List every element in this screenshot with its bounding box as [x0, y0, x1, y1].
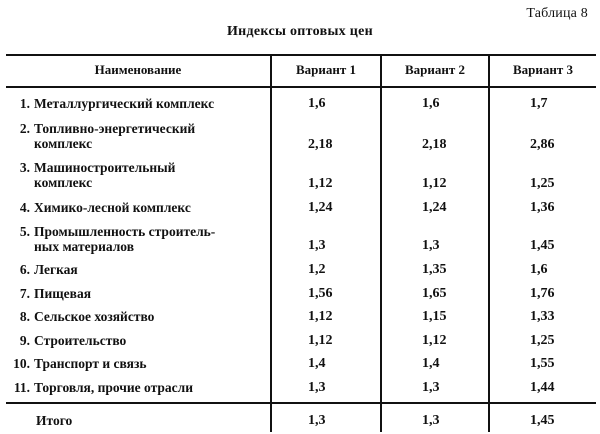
- row-label: Металлургический комплекс: [34, 96, 215, 111]
- total-value-variant-1: 1,3: [308, 413, 326, 428]
- row-number: 8.: [19, 309, 30, 324]
- row-value-variant-2: 1,24: [422, 200, 447, 215]
- row-label: Транспорт и связь: [34, 356, 147, 371]
- row-value-variant-2: 1,35: [422, 262, 447, 277]
- row-value-variant-2: 1,65: [422, 286, 447, 301]
- row-value-variant-3: 1,25: [530, 176, 555, 191]
- row-value-variant-2: 2,18: [422, 137, 447, 152]
- row-label: Пищевая: [34, 286, 92, 301]
- row-value-variant-3: 1,25: [530, 333, 555, 348]
- row-label-continued: комплекс: [34, 136, 93, 151]
- total-label: Итого: [36, 413, 73, 428]
- row-value-variant-2: 1,4: [422, 356, 440, 371]
- header-name: Наименование: [94, 62, 182, 77]
- row-value-variant-3: 1,44: [530, 380, 555, 395]
- header-variant-3: Вариант 3: [512, 62, 574, 77]
- row-value-variant-2: 1,12: [422, 333, 447, 348]
- row-name: [12, 96, 264, 111]
- row-value-variant-3: 2,86: [530, 137, 555, 152]
- row-number: 5.: [19, 224, 30, 239]
- row-value-variant-1: 1,3: [308, 380, 326, 395]
- row-name: [12, 286, 264, 301]
- row-name: [12, 356, 264, 371]
- row-value-variant-3: 1,6: [530, 262, 548, 277]
- row-name: [12, 333, 264, 348]
- row-value-variant-2: 1,3: [422, 380, 440, 395]
- row-name: [12, 224, 264, 254]
- total-value-variant-2: 1,3: [422, 413, 440, 428]
- row-value-variant-2: 1,12: [422, 176, 447, 191]
- row-value-variant-1: 1,3: [308, 238, 326, 253]
- row-label: Машиностроительный: [34, 160, 176, 175]
- row-label: Сельское хозяйство: [34, 309, 155, 324]
- row-value-variant-1: 1,12: [308, 333, 333, 348]
- row-number: 1.: [19, 96, 30, 111]
- row-value-variant-3: 1,55: [530, 356, 555, 371]
- row-label: Химико-лесной комплекс: [34, 200, 191, 215]
- row-label-continued: комплекс: [34, 175, 93, 190]
- row-value-variant-1: 1,12: [308, 309, 333, 324]
- total-value-variant-3: 1,45: [530, 413, 555, 428]
- row-label: Промышленность строитель-: [34, 224, 216, 239]
- row-number: 3.: [19, 160, 30, 175]
- row-label: Легкая: [34, 262, 78, 277]
- row-value-variant-1: 1,4: [308, 356, 326, 371]
- total-separator-rule: [6, 402, 596, 404]
- row-value-variant-1: 1,24: [308, 200, 333, 215]
- row-value-variant-1: 1,6: [308, 96, 326, 111]
- row-number: 11.: [13, 380, 30, 395]
- header-bottom-rule: [6, 86, 596, 88]
- row-value-variant-3: 1,33: [530, 309, 555, 324]
- row-value-variant-2: 1,15: [422, 309, 447, 324]
- row-value-variant-2: 1,3: [422, 238, 440, 253]
- row-number: 7.: [19, 286, 30, 301]
- header-variant-2: Вариант 2: [404, 62, 466, 77]
- table-title: Индексы оптовых цен: [226, 24, 374, 39]
- row-name: [12, 200, 264, 215]
- row-value-variant-1: 1,56: [308, 286, 333, 301]
- row-name: [12, 160, 264, 190]
- row-name: [12, 309, 264, 324]
- row-number: 4.: [19, 200, 30, 215]
- row-value-variant-3: 1,36: [530, 200, 555, 215]
- row-value-variant-3: 1,45: [530, 238, 555, 253]
- row-value-variant-1: 1,2: [308, 262, 326, 277]
- row-value-variant-2: 1,6: [422, 96, 440, 111]
- table-top-rule: [6, 54, 596, 56]
- row-label: Торговля, прочие отрасли: [34, 380, 194, 395]
- row-value-variant-3: 1,7: [530, 96, 548, 111]
- row-number: 9.: [19, 333, 30, 348]
- row-number: 10.: [13, 356, 30, 371]
- row-value-variant-3: 1,76: [530, 286, 555, 301]
- row-value-variant-1: 1,12: [308, 176, 333, 191]
- row-name: [12, 380, 264, 395]
- row-value-variant-1: 2,18: [308, 137, 333, 152]
- row-label-continued: ных материалов: [34, 239, 135, 254]
- header-variant-1: Вариант 1: [295, 62, 357, 77]
- row-number: 2.: [19, 121, 30, 136]
- row-label: Топливно-энергетический: [34, 121, 196, 136]
- row-label: Строительство: [34, 333, 127, 348]
- row-name: [12, 262, 264, 277]
- table-number-label: Таблица 8: [526, 6, 588, 21]
- row-name: [12, 121, 264, 151]
- row-number: 6.: [19, 262, 30, 277]
- price-index-table: [6, 52, 596, 432]
